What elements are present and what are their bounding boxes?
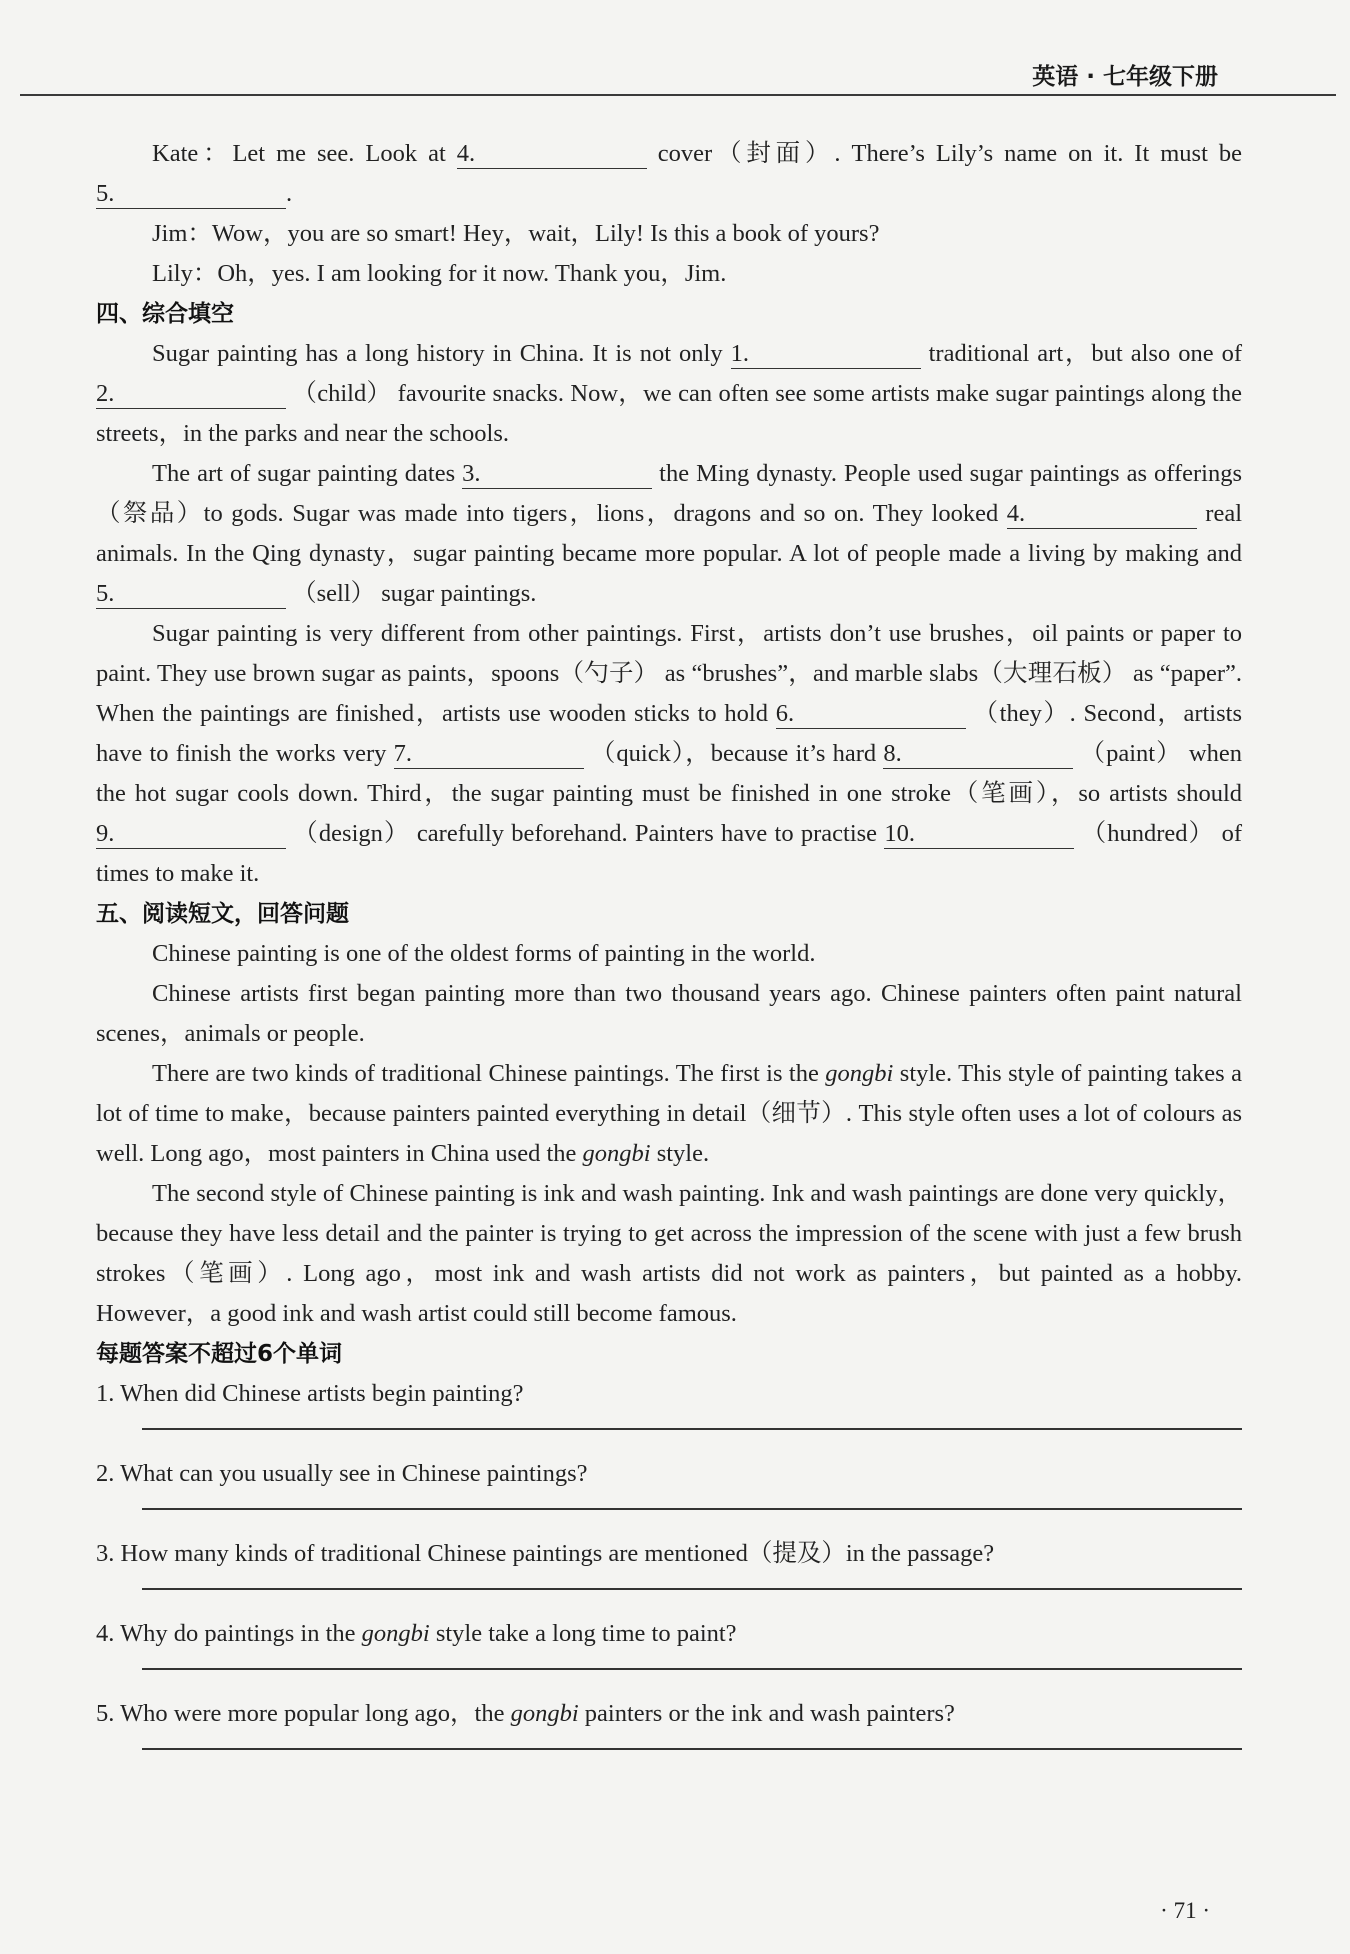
blank-7[interactable]: 7. xyxy=(394,740,584,769)
header-rule xyxy=(20,94,1336,96)
blank-5[interactable]: 5. xyxy=(96,180,286,209)
blank-2[interactable]: 2. xyxy=(96,380,286,409)
header-title: 英语 · 七年级下册 xyxy=(1032,64,1218,90)
section-4-paragraph-1: Sugar painting has a long history in China. It is not only 1. traditional art，but also one of 2. （child） favourite snacks. Now，we can often see some artists make sugar paintings along the streets，in the parks and near the schools. xyxy=(96,340,1242,447)
section-4-paragraph-2: The art of sugar painting dates 3. the Ming dynasty. People used sugar paintings as offerings（祭品）to gods. Sugar was made into tigers，lions，dragons and so on. They looked 4. real animals. In the Qing dynasty，sugar painting became more popular. A lot of people made a living by making and 5. （sell） sugar paintings. xyxy=(96,460,1243,607)
section-5-paragraph-3: There are two kinds of traditional Chinese paintings. The first is the gongbi style. This style of painting takes a lot of time to make，because painters painted everything in detail（细节）. This style often uses a lot of colours as well. Long ago，most painters in China used the gongbi style. xyxy=(96,1060,1243,1167)
answer-line-2[interactable] xyxy=(142,1508,1242,1510)
blank-4b[interactable]: 4. xyxy=(1007,500,1197,529)
question-3: 3. How many kinds of traditional Chinese paintings are mentioned（提及）in the passage? xyxy=(96,1534,1242,1590)
section-5-paragraph-2: Chinese artists first began painting more than two thousand years ago. Chinese painters often paint natural scenes，animals or people. xyxy=(96,980,1242,1047)
answer-line-4[interactable] xyxy=(142,1668,1242,1670)
blank-8[interactable]: 8. xyxy=(883,740,1073,769)
blank-9[interactable]: 9. xyxy=(96,820,286,849)
blank-3[interactable]: 3. xyxy=(462,460,652,489)
section-5-paragraph-1: Chinese painting is one of the oldest forms of painting in the world. xyxy=(152,940,816,967)
answer-instruction: 每题答案不超过6个单词 xyxy=(96,1341,343,1367)
blank-1[interactable]: 1. xyxy=(731,340,921,369)
page-number: · 71 · xyxy=(1160,1898,1210,1923)
section-5-paragraph-4: The second style of Chinese painting is ink and wash painting. Ink and wash paintings are done very quickly，because they have less detail and the painter is trying to get across the impression of the scene with just a few brush strokes（笔画）. Long ago，most ink and wash artists did not work as painters，but painted as a hobby. However，a good ink and wash artist could still become famous. xyxy=(96,1180,1242,1327)
section-5-title: 五、阅读短文，回答问题 xyxy=(96,901,349,927)
dialogue-lily: Lily：Oh，yes. I am looking for it now. Thank you，Jim. xyxy=(152,260,727,287)
question-4: 4. Why do paintings in the gongbi style take a long time to paint? xyxy=(96,1614,1242,1670)
answer-line-5[interactable] xyxy=(142,1748,1242,1750)
answer-line-3[interactable] xyxy=(142,1588,1242,1590)
section-4-paragraph-3: Sugar painting is very different from other paintings. First，artists don’t use brushes，oil paints or paper to paint. They use brown sugar as paints，spoons（勺子） as “brushes”，and marble slabs（大理石板） as “paper”. When the paintings are finished，artists use wooden sticks to hold 6. （they）. Second，artists have to finish the works very 7. （quick），because it’s hard 8. （paint） when the hot sugar cools down. Third，the sugar painting must be finished in one stroke（笔画），so artists should 9. （design） carefully beforehand. Painters have to practise 10. （hundred） of times to make it. xyxy=(96,620,1242,887)
question-list xyxy=(96,1374,1242,1750)
dialogue-kate: Kate：Let me see. Look at 4. cover（封面）. There’s Lily’s name on it. It must be 5. . xyxy=(96,140,1242,207)
blank-10[interactable]: 10. xyxy=(884,820,1074,849)
question-5: 5. Who were more popular long ago，the gongbi painters or the ink and wash painters? xyxy=(96,1694,1242,1750)
blank-6[interactable]: 6. xyxy=(776,700,966,729)
question-2: 2. What can you usually see in Chinese paintings? xyxy=(96,1454,1242,1510)
question-1: 1. When did Chinese artists begin painting? xyxy=(96,1374,1242,1430)
blank-4[interactable]: 4. xyxy=(457,140,647,169)
answer-line-1[interactable] xyxy=(142,1428,1242,1430)
section-4-title: 四、综合填空 xyxy=(96,301,234,327)
dialogue-jim: Jim：Wow，you are so smart! Hey，wait，Lily! Is this a book of yours? xyxy=(152,220,880,247)
page-content xyxy=(96,134,1242,1774)
blank-5b[interactable]: 5. xyxy=(96,580,286,609)
